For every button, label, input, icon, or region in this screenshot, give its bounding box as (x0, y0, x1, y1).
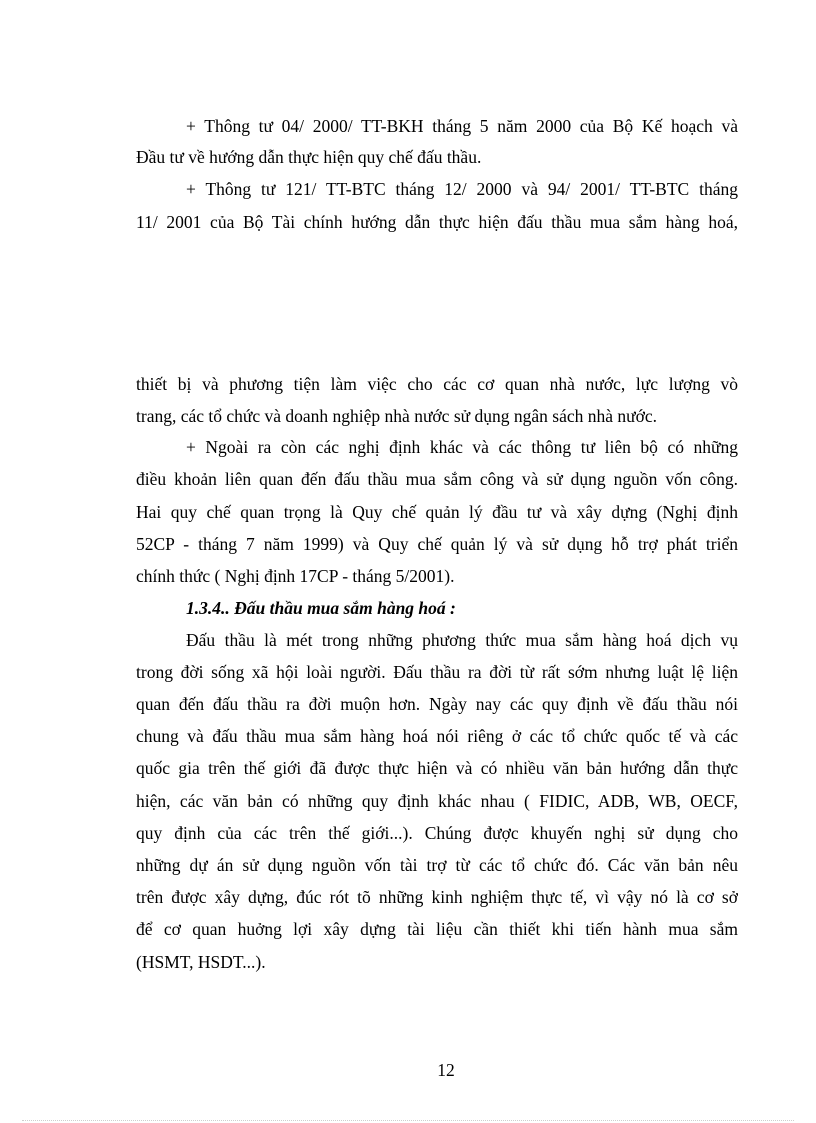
paragraph-3-line-2: trang, các tổ chức và doanh nghiệp nhà nước sử dụng ngân sách nhà nước. (136, 406, 658, 426)
paragraph-5-line-8: những dự án sử dụng nguồn vốn tài trợ từ các tổ chức đó. Các văn bản nêu (136, 855, 738, 875)
paragraph-1-line-1: + Thông tư 04/ 2000/ TT-BKH tháng 5 năm 2000 của Bộ Kế hoạch và (186, 116, 738, 136)
paragraph-2-line-1: + Thông tư 121/ TT-BTC tháng 12/ 2000 và 94/ 2001/ TT-BTC tháng (186, 179, 738, 199)
paragraph-2-line-2: 11/ 2001 của Bộ Tài chính hướng dẫn thực hiện đấu thầu mua sắm hàng hoá, (136, 212, 738, 232)
paragraph-5-line-10: để cơ quan huởng lợi xây dựng tài liệu cần thiết khi tiến hành mua sắm (136, 919, 738, 939)
paragraph-5-line-4: chung và đấu thầu mua sắm hàng hoá nói riêng ở các tổ chức quốc tế và các (136, 726, 738, 746)
paragraph-4-line-2: điều khoản liên quan đến đấu thầu mua sắm công và sử dụng nguồn vốn công. (136, 469, 738, 489)
section-heading: 1.3.4.. Đấu thầu mua sắm hàng hoá : (186, 598, 456, 618)
paragraph-5-line-11: (HSMT, HSDT...). (136, 952, 266, 972)
paragraph-1-line-2: Đầu tư về hướng dẫn thực hiện quy chế đấu thầu. (136, 147, 482, 167)
paragraph-4-line-1: + Ngoài ra còn các nghị định khác và các thông tư liên bộ có những (186, 437, 738, 457)
paragraph-4-line-4: 52CP - tháng 7 năm 1999) và Quy chế quản lý và sử dụng hỗ trợ phát triển (136, 534, 738, 554)
paragraph-5-line-6: hiện, các văn bản có những quy định khác nhau ( FIDIC, ADB, WB, OECF, (136, 791, 738, 811)
paragraph-5-line-5: quốc gia trên thế giới đã được thực hiện và có nhiều văn bản hướng dẫn thực (136, 758, 738, 778)
page-bottom-divider (22, 1120, 794, 1121)
paragraph-5-line-9: trên được xây dựng, đúc rót tõ những kinh nghiệm thực tế, vì vậy nó là cơ sở (136, 887, 738, 907)
paragraph-5-line-3: quan đến đấu thầu ra đời muộn hơn. Ngày nay các quy định về đấu thầu nói (136, 694, 738, 714)
paragraph-5-line-1: Đấu thầu là mét trong những phương thức mua sắm hàng hoá dịch vụ (186, 630, 738, 650)
paragraph-4-line-3: Hai quy chế quan trọng là Quy chế quản lý đầu tư và xây dựng (Nghị định (136, 502, 738, 522)
paragraph-3-line-1: thiết bị và phương tiện làm việc cho các cơ quan nhà nước, lực lượng vò (136, 374, 738, 394)
paragraph-4-line-5: chính thức ( Nghị định 17CP - tháng 5/2001). (136, 566, 455, 586)
page-number: 12 (437, 1060, 455, 1080)
paragraph-5-line-7: quy định của các trên thế giới...). Chúng được khuyến nghị sử dụng cho (136, 823, 738, 843)
paragraph-5-line-2: trong đời sống xã hội loài người. Đấu thầu ra đời từ rất sớm nhưng luật lệ liện (136, 662, 738, 682)
